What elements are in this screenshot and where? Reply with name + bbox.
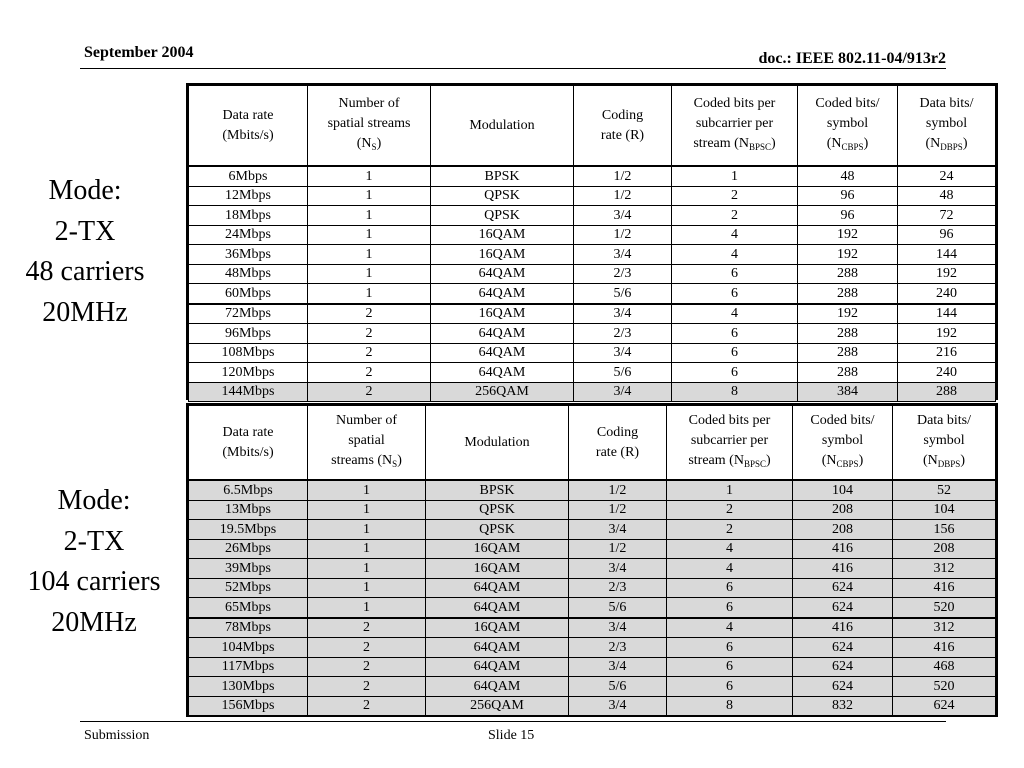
table-cell: 3/4 (569, 657, 667, 677)
table-cell: 13Mbps (189, 500, 308, 520)
rate-table-104-carriers (186, 403, 998, 717)
table-cell: 416 (793, 559, 893, 579)
table-cell: 3/4 (569, 618, 667, 638)
table-cell: 5/6 (569, 598, 667, 618)
table-cell: 4 (667, 618, 793, 638)
table-cell: 19.5Mbps (189, 520, 308, 540)
column-header-text: ) (765, 453, 771, 468)
footer-rule (80, 721, 946, 722)
table-cell: 2 (308, 638, 426, 658)
table-row (189, 618, 996, 638)
table-cell: 64QAM (431, 343, 574, 363)
table-cell: 2 (308, 657, 426, 677)
table-cell: 416 (793, 539, 893, 559)
table-cell: 64QAM (426, 598, 569, 618)
table-cell: 1 (308, 206, 431, 226)
column-header-subscript: BPSC (743, 459, 766, 469)
table-cell: 1 (308, 578, 426, 598)
table-cell: 16QAM (426, 559, 569, 579)
column-header-line: Number of (335, 413, 398, 428)
table-cell: 2/3 (569, 578, 667, 598)
column-header-line: Data bits/ (916, 413, 972, 428)
column-header (569, 406, 667, 481)
column-header-line (308, 451, 425, 474)
table-cell: 192 (898, 324, 996, 344)
column-header-line: Coding (596, 424, 639, 440)
column-header-line: (Mbits/s) (222, 127, 274, 143)
header-doc-id: doc.: IEEE 802.11-04/913r2 (758, 50, 946, 67)
table-cell: 2/3 (569, 638, 667, 658)
table-cell: 6Mbps (189, 166, 308, 186)
table-cell: 156 (893, 520, 996, 540)
table-cell: 24 (898, 166, 996, 186)
table-cell: 18Mbps (189, 206, 308, 226)
table-cell: 2 (308, 343, 431, 363)
table-cell: 1 (308, 480, 426, 500)
table-cell: 192 (898, 264, 996, 284)
footer-submission: Submission (84, 728, 150, 743)
table-cell: 1 (308, 559, 426, 579)
column-header (189, 86, 308, 167)
table-cell: 2/3 (574, 324, 672, 344)
table-cell: 16QAM (426, 539, 569, 559)
table-cell: 96 (798, 186, 898, 206)
table-cell: 3/4 (569, 520, 667, 540)
table-cell: 26Mbps (189, 539, 308, 559)
table-cell: 208 (893, 539, 996, 559)
column-header (308, 406, 426, 481)
table-cell: 192 (798, 225, 898, 245)
table-cell: BPSK (426, 480, 569, 500)
table-cell: 64QAM (426, 677, 569, 697)
table-row (189, 363, 996, 383)
table-cell: 416 (893, 638, 996, 658)
table-cell: 3/4 (574, 343, 672, 363)
table-cell: 64QAM (426, 638, 569, 658)
table-cell: 288 (798, 324, 898, 344)
column-header-text: ) (770, 136, 776, 151)
table-cell: 1/2 (569, 539, 667, 559)
table-cell: 2 (672, 206, 798, 226)
table-cell: 4 (672, 304, 798, 324)
column-header-subscript: CBPS (841, 142, 864, 152)
column-header-line (893, 451, 995, 474)
table-row (189, 657, 996, 677)
column-header-line: Coded bits per (693, 96, 776, 111)
column-header-line (308, 134, 430, 157)
column-header-line: Coded bits/ (810, 413, 875, 428)
table-cell: 72Mbps (189, 304, 308, 324)
table-cell: 52Mbps (189, 578, 308, 598)
table-cell: 256QAM (426, 696, 569, 716)
table-cell: 1 (667, 480, 793, 500)
column-header-subscript: DBPS (940, 142, 963, 152)
mode-label-line: 2-TX (63, 525, 125, 557)
rate-table-48-carriers (186, 83, 998, 400)
table-cell: 416 (793, 618, 893, 638)
table-cell: 12Mbps (189, 186, 308, 206)
column-header-subscript: S (371, 142, 377, 152)
table-cell: 1 (308, 520, 426, 540)
column-header-line (672, 134, 797, 157)
footer-slide-number: Slide 15 (488, 728, 535, 743)
table-cell: 1 (308, 284, 431, 304)
table-cell: 6 (672, 264, 798, 284)
table-cell: 4 (667, 539, 793, 559)
table-cell: 48Mbps (189, 264, 308, 284)
table-row (189, 245, 996, 265)
column-header-line: symbol (821, 433, 864, 448)
mode-label-line: 20MHz (42, 296, 128, 328)
table-cell: 624 (793, 677, 893, 697)
table-row (189, 225, 996, 245)
column-header (431, 86, 574, 167)
column-header-subscript: CBPS (836, 459, 859, 469)
table-row (189, 166, 996, 186)
table-cell: 2 (308, 304, 431, 324)
table-row (189, 304, 996, 324)
column-header-text: ) (376, 136, 382, 151)
column-header (793, 406, 893, 481)
table-cell: 6.5Mbps (189, 480, 308, 500)
table-cell: 6 (667, 578, 793, 598)
table-cell: 416 (893, 578, 996, 598)
table-cell: QPSK (431, 206, 574, 226)
table-row (189, 598, 996, 618)
column-header-line: Modulation (469, 117, 535, 133)
mode-label-line: Mode: (57, 485, 131, 516)
column-header-line: rate (R) (600, 127, 645, 143)
table-cell: 117Mbps (189, 657, 308, 677)
column-header (667, 406, 793, 481)
table-cell: 16QAM (431, 245, 574, 265)
column-header-text: (N (826, 136, 842, 151)
table-cell: 2 (308, 363, 431, 383)
table-cell: QPSK (431, 186, 574, 206)
table-cell: 1 (308, 245, 431, 265)
table-cell: 16QAM (431, 225, 574, 245)
column-header-text: ) (397, 453, 402, 468)
column-header (672, 86, 798, 167)
table-cell: 1/2 (574, 166, 672, 186)
table-cell: 3/4 (574, 304, 672, 324)
table-cell: BPSK (431, 166, 574, 186)
table-cell: 3/4 (569, 696, 667, 716)
table-cell: 5/6 (574, 284, 672, 304)
table-cell: 1/2 (569, 480, 667, 500)
table-cell: 6 (667, 598, 793, 618)
table-cell: 156Mbps (189, 696, 308, 716)
table-cell: 1/2 (574, 186, 672, 206)
table-cell: 384 (798, 382, 898, 402)
table-cell: 624 (893, 696, 996, 716)
table-cell: 1 (308, 264, 431, 284)
table-cell: 5/6 (574, 363, 672, 383)
column-header (898, 86, 996, 167)
table-cell: 2 (308, 618, 426, 638)
table-cell: 4 (672, 225, 798, 245)
mode-label-line: 104 carriers (27, 566, 161, 597)
table-cell: 216 (898, 343, 996, 363)
mode-label-line: 20MHz (51, 606, 137, 638)
column-header (574, 86, 672, 167)
table-cell: 104 (793, 480, 893, 500)
table-cell: 6 (672, 343, 798, 363)
table-cell: 208 (793, 520, 893, 540)
column-header-subscript: S (392, 459, 398, 469)
column-header-line (793, 451, 892, 474)
table-row (189, 284, 996, 304)
table-cell: 288 (798, 363, 898, 383)
mode-label-104-carriers (5, 481, 183, 643)
table-cell: 24Mbps (189, 225, 308, 245)
table-cell: 5/6 (569, 677, 667, 697)
table-row (189, 382, 996, 402)
column-header-line: Modulation (464, 434, 530, 450)
rate-table (188, 405, 996, 716)
column-header-text: ) (863, 136, 869, 151)
column-header-line: Data rate (222, 424, 274, 440)
table-cell: 108Mbps (189, 343, 308, 363)
table-cell: 6 (672, 363, 798, 383)
table-cell: 96 (798, 206, 898, 226)
mode-label-48-carriers (5, 171, 165, 333)
table-cell: 624 (793, 657, 893, 677)
table-cell: 2 (667, 500, 793, 520)
table-cell: 120Mbps (189, 363, 308, 383)
table-row (189, 186, 996, 206)
column-header-line: spatial (348, 433, 385, 448)
table-cell: 2 (308, 324, 431, 344)
table-cell: 2 (667, 520, 793, 540)
column-header-text: (N (925, 136, 941, 151)
mode-label-line: Mode: (48, 175, 122, 206)
table-cell: 48 (798, 166, 898, 186)
column-header-line: spatial streams (327, 116, 411, 131)
table-cell: 256QAM (431, 382, 574, 402)
column-header-text: (N (356, 136, 372, 151)
header-rule (80, 68, 946, 69)
table-cell: 1 (308, 166, 431, 186)
table-cell: 72 (898, 206, 996, 226)
table-cell: 3/4 (574, 382, 672, 402)
table-cell: 4 (667, 559, 793, 579)
table-cell: 65Mbps (189, 598, 308, 618)
column-header-line: Coding (601, 107, 644, 123)
table-cell: 192 (798, 304, 898, 324)
table-cell: 104 (893, 500, 996, 520)
table-cell: 6 (667, 677, 793, 697)
table-cell: 2/3 (574, 264, 672, 284)
column-header-text: stream (N (688, 453, 744, 468)
table-cell: 3/4 (574, 245, 672, 265)
column-header-line: Coded bits per (688, 413, 771, 428)
column-header (426, 406, 569, 481)
table-cell: 288 (898, 382, 996, 402)
table-cell: 64QAM (426, 657, 569, 677)
column-header-line (667, 451, 792, 474)
column-header-subscript: BPSC (748, 142, 771, 152)
table-cell: 288 (798, 343, 898, 363)
table-cell: 64QAM (426, 578, 569, 598)
table-cell: 1/2 (569, 500, 667, 520)
table-cell: 312 (893, 618, 996, 638)
table-row (189, 696, 996, 716)
table-row (189, 539, 996, 559)
column-header-text: ) (960, 453, 965, 468)
column-header-text: ) (858, 453, 864, 468)
column-header-line (898, 134, 995, 157)
table-cell: 1 (308, 225, 431, 245)
column-header-line: subcarrier per (695, 116, 774, 131)
table-cell: QPSK (426, 520, 569, 540)
table-cell: 240 (898, 363, 996, 383)
table-cell: 16QAM (431, 304, 574, 324)
column-header (189, 406, 308, 481)
table-cell: 8 (672, 382, 798, 402)
table-cell: 64QAM (431, 284, 574, 304)
table-cell: 2 (308, 382, 431, 402)
column-header (893, 406, 996, 481)
column-header-text: (N (923, 453, 938, 468)
table-cell: 240 (898, 284, 996, 304)
column-header-line: symbol (925, 116, 968, 131)
table-cell: 8 (667, 696, 793, 716)
table-cell: 1 (308, 539, 426, 559)
table-cell: 104Mbps (189, 638, 308, 658)
header-row (189, 86, 996, 167)
rate-table (188, 85, 996, 402)
table-cell: 6 (672, 284, 798, 304)
header-date: September 2004 (84, 44, 194, 61)
column-header-text: ) (962, 136, 968, 151)
mode-label-line: 2-TX (54, 215, 116, 247)
table-cell: 16QAM (426, 618, 569, 638)
table-cell: 144 (898, 245, 996, 265)
column-header-line: (Mbits/s) (222, 444, 274, 460)
header-row (189, 406, 996, 481)
table-cell: 64QAM (431, 363, 574, 383)
column-header-line: Data rate (222, 107, 274, 123)
column-header-line (798, 134, 897, 157)
table-cell: 36Mbps (189, 245, 308, 265)
table-row (189, 500, 996, 520)
table-cell: 3/4 (569, 559, 667, 579)
table-cell: QPSK (426, 500, 569, 520)
table-cell: 130Mbps (189, 677, 308, 697)
column-header-line: symbol (923, 433, 965, 448)
table-row (189, 638, 996, 658)
table-cell: 1 (672, 166, 798, 186)
table-cell: 39Mbps (189, 559, 308, 579)
table-cell: 1 (308, 598, 426, 618)
table-cell: 6 (667, 638, 793, 658)
column-header-line: subcarrier per (690, 433, 769, 448)
column-header-line: rate (R) (595, 444, 640, 460)
column-header (308, 86, 431, 167)
table-row (189, 206, 996, 226)
column-header-line: Number of (338, 96, 400, 111)
table-row (189, 578, 996, 598)
table-cell: 96 (898, 225, 996, 245)
table-cell: 288 (798, 284, 898, 304)
table-cell: 520 (893, 677, 996, 697)
column-header-line: symbol (826, 116, 869, 131)
table-cell: 144 (898, 304, 996, 324)
table-cell: 1/2 (574, 225, 672, 245)
table-cell: 2 (672, 186, 798, 206)
table-cell: 78Mbps (189, 618, 308, 638)
table-cell: 832 (793, 696, 893, 716)
table-cell: 4 (672, 245, 798, 265)
table-row (189, 559, 996, 579)
table-cell: 64QAM (431, 264, 574, 284)
table-cell: 208 (793, 500, 893, 520)
table-cell: 2 (308, 696, 426, 716)
table-cell: 1 (308, 500, 426, 520)
table-cell: 6 (667, 657, 793, 677)
table-cell: 288 (798, 264, 898, 284)
column-header-text: (N (821, 453, 837, 468)
table-row (189, 520, 996, 540)
column-header-text: streams (N (331, 453, 393, 468)
column-header-line: Coded bits/ (815, 96, 880, 111)
table-cell: 520 (893, 598, 996, 618)
table-cell: 144Mbps (189, 382, 308, 402)
table-cell: 1 (308, 186, 431, 206)
table-cell: 64QAM (431, 324, 574, 344)
table-cell: 96Mbps (189, 324, 308, 344)
table-cell: 624 (793, 578, 893, 598)
table-cell: 624 (793, 638, 893, 658)
table-cell: 6 (672, 324, 798, 344)
column-header-text: stream (N (693, 136, 749, 151)
table-cell: 60Mbps (189, 284, 308, 304)
table-row (189, 343, 996, 363)
mode-label-line: 48 carriers (25, 256, 145, 287)
table-cell: 312 (893, 559, 996, 579)
table-row (189, 264, 996, 284)
table-cell: 48 (898, 186, 996, 206)
table-row (189, 480, 996, 500)
table-cell: 468 (893, 657, 996, 677)
table-row (189, 677, 996, 697)
column-header-subscript: DBPS (937, 459, 961, 469)
table-cell: 52 (893, 480, 996, 500)
table-cell: 624 (793, 598, 893, 618)
table-cell: 2 (308, 677, 426, 697)
table-cell: 192 (798, 245, 898, 265)
column-header-line: Data bits/ (919, 96, 974, 111)
table-cell: 3/4 (574, 206, 672, 226)
column-header (798, 86, 898, 167)
table-row (189, 324, 996, 344)
